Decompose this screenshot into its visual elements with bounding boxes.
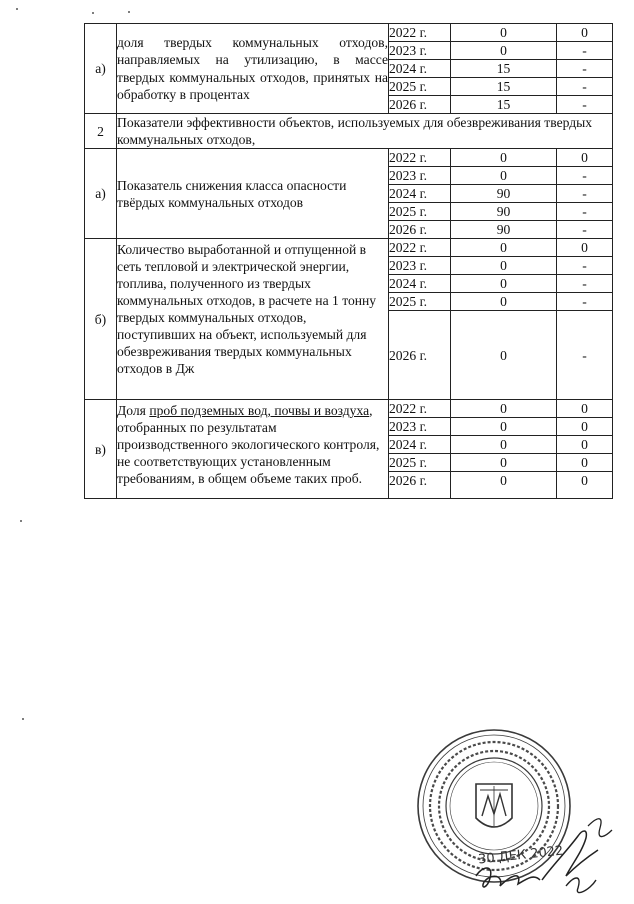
indicator-description: доля твердых коммунальных отходов, направляемых на утилизацию, в массе твердых коммунальных отходов, принятых на обработку в процентах [117,24,389,114]
year-cell: 2026 г. [389,221,451,239]
value-cell: 0 [451,436,557,454]
value-cell-2: - [557,167,613,185]
row-label: в) [85,400,117,499]
section-number: 2 [85,114,117,149]
year-cell: 2022 г. [389,24,451,42]
section-title: Показатели эффективности объектов, используемых для обезвреживания твердых коммунальных отходов, [117,114,613,149]
value-cell-2: - [557,257,613,275]
value-cell: 0 [451,42,557,60]
year-cell: 2022 г. [389,149,451,167]
year-cell: 2024 г. [389,436,451,454]
year-cell: 2025 г. [389,454,451,472]
value-cell-2: - [557,96,613,114]
value-cell: 0 [451,257,557,275]
value-cell-2: 0 [557,418,613,436]
value-cell: 15 [451,96,557,114]
value-cell: 0 [451,275,557,293]
description-part: Доля [117,403,150,418]
scan-speck [22,718,24,720]
value-cell-2: - [557,311,613,400]
value-cell: 90 [451,203,557,221]
scan-speck [92,12,94,14]
scan-speck [20,520,22,522]
scan-speck [16,8,18,10]
value-cell-2: 0 [557,239,613,257]
value-cell-2: - [557,185,613,203]
year-cell: 2026 г. [389,96,451,114]
year-cell: 2025 г. [389,78,451,96]
year-cell: 2022 г. [389,239,451,257]
year-cell: 2024 г. [389,60,451,78]
value-cell: 0 [451,149,557,167]
year-cell: 2023 г. [389,167,451,185]
row-label: а) [85,149,117,239]
table-row [85,400,613,418]
value-cell-2: - [557,293,613,311]
value-cell-2: 0 [557,454,613,472]
value-cell: 15 [451,60,557,78]
value-cell: 0 [451,311,557,400]
value-cell: 0 [451,418,557,436]
value-cell: 0 [451,454,557,472]
value-cell: 90 [451,185,557,203]
value-cell: 0 [451,472,557,499]
scan-speck [128,11,130,13]
value-cell: 90 [451,221,557,239]
row-label: а) [85,24,117,114]
year-cell: 2026 г. [389,311,451,400]
year-cell: 2025 г. [389,293,451,311]
indicator-description [117,400,389,499]
value-cell-2: 0 [557,24,613,42]
value-cell-2: - [557,203,613,221]
section-row [85,114,613,149]
table-row [85,149,613,167]
description-underlined: проб подземных вод, почвы и воздуха [149,403,370,418]
indicators-table [84,23,613,499]
value-cell: 0 [451,167,557,185]
value-cell-2: - [557,42,613,60]
value-cell-2: 0 [557,400,613,418]
year-cell: 2024 г. [389,275,451,293]
value-cell: 0 [451,239,557,257]
year-cell: 2023 г. [389,42,451,60]
year-cell: 2026 г. [389,472,451,499]
value-cell: 15 [451,78,557,96]
value-cell-2: 0 [557,472,613,499]
row-label: б) [85,239,117,400]
year-cell: 2022 г. [389,400,451,418]
year-cell: 2023 г. [389,257,451,275]
year-cell: 2023 г. [389,418,451,436]
value-cell: 0 [451,400,557,418]
value-cell-2: - [557,275,613,293]
indicator-description: Показатель снижения класса опасности твёрдых коммунальных отходов [117,149,389,239]
value-cell-2: - [557,60,613,78]
value-cell-2: - [557,78,613,96]
value-cell: 0 [451,293,557,311]
table-row [85,24,613,42]
table-row [85,239,613,257]
value-cell-2: 0 [557,436,613,454]
stamp-date: 30 ДЕК 2022 [477,843,565,868]
description-part: , отобранных по результатам производственного экологического контроля, не соответствующих установленным требованиям, в общем объеме таких проб. [117,403,380,486]
value-cell-2: - [557,221,613,239]
year-cell: 2025 г. [389,203,451,221]
value-cell-2: 0 [557,149,613,167]
indicator-description: Количество выработанной и отпущенной в сеть тепловой и электрической энергии, топлива, полученного из твердых коммунальных отходов, в расчете на 1 тонну твердых коммунальных отходов, поступивших на объект, используемый для обезвреживания твердых коммунальных отходов в Дж [117,239,389,400]
value-cell: 0 [451,24,557,42]
year-cell: 2024 г. [389,185,451,203]
